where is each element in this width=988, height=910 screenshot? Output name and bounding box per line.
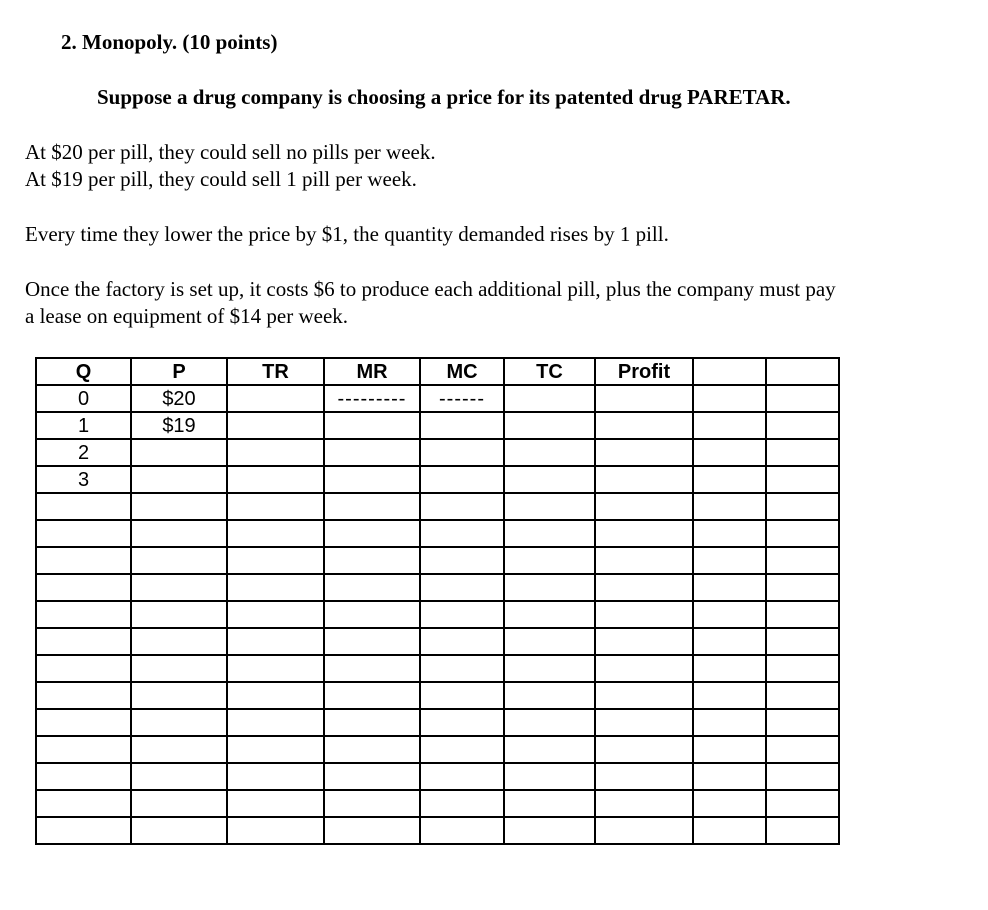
table-cell: 2	[36, 439, 131, 466]
price-quantity-paragraph	[25, 139, 436, 193]
table-cell	[595, 790, 693, 817]
paragraph-line: Every time they lower the price by $1, the quantity demanded rises by 1 pill.	[25, 222, 669, 246]
table-cell	[693, 736, 766, 763]
table-cell	[420, 817, 504, 844]
column-header: Q	[36, 358, 131, 385]
table-cell	[504, 817, 595, 844]
table-cell	[766, 628, 839, 655]
table-cell	[420, 655, 504, 682]
paragraph-line: At $20 per pill, they could sell no pills per week.	[25, 140, 436, 164]
table-cell	[595, 412, 693, 439]
table-cell	[420, 520, 504, 547]
table-cell	[595, 709, 693, 736]
table-cell	[504, 628, 595, 655]
table-cell	[595, 466, 693, 493]
table-cell	[324, 655, 420, 682]
table-cell	[324, 817, 420, 844]
table-cell	[504, 763, 595, 790]
table-cell	[36, 628, 131, 655]
table-cell	[420, 412, 504, 439]
table-cell	[766, 547, 839, 574]
table-cell	[420, 682, 504, 709]
table-cell	[693, 601, 766, 628]
table-cell	[766, 493, 839, 520]
table-cell	[504, 601, 595, 628]
table-cell	[227, 493, 324, 520]
table-cell	[595, 547, 693, 574]
table-cell	[504, 790, 595, 817]
table-cell: ------	[420, 385, 504, 412]
table-cell	[420, 601, 504, 628]
table-cell	[693, 493, 766, 520]
table-cell	[227, 655, 324, 682]
table-cell	[324, 763, 420, 790]
table-cell	[131, 817, 227, 844]
table-cell	[36, 493, 131, 520]
table-cell	[504, 520, 595, 547]
table-cell	[36, 601, 131, 628]
table-cell	[766, 439, 839, 466]
table-cell	[227, 547, 324, 574]
table-cell	[766, 682, 839, 709]
table-cell	[131, 682, 227, 709]
table-cell	[131, 439, 227, 466]
table-cell	[693, 763, 766, 790]
table-cell	[420, 709, 504, 736]
table-cell	[766, 385, 839, 412]
table-cell	[693, 466, 766, 493]
table-cell	[595, 520, 693, 547]
table-cell	[131, 790, 227, 817]
table-cell	[36, 817, 131, 844]
table-row-blank	[36, 736, 839, 763]
table-cell	[324, 493, 420, 520]
table-cell	[131, 547, 227, 574]
paragraph-line: At $19 per pill, they could sell 1 pill per week.	[25, 167, 417, 191]
table-cell	[227, 763, 324, 790]
table-cell	[766, 601, 839, 628]
table-cell	[227, 466, 324, 493]
table-cell	[131, 466, 227, 493]
table-cell	[227, 439, 324, 466]
table-cell	[227, 628, 324, 655]
table-cell	[693, 520, 766, 547]
column-header: MR	[324, 358, 420, 385]
table-row	[36, 466, 839, 493]
table-cell	[420, 574, 504, 601]
table-cell	[36, 520, 131, 547]
table-cell	[504, 466, 595, 493]
table-cell	[36, 547, 131, 574]
table-row-blank	[36, 574, 839, 601]
table-cell	[504, 493, 595, 520]
monopoly-table	[35, 357, 840, 845]
table-cell	[324, 412, 420, 439]
column-header: Profit	[595, 358, 693, 385]
table-cell	[36, 790, 131, 817]
paragraph-line: a lease on equipment of $14 per week.	[25, 304, 349, 328]
table-row	[36, 439, 839, 466]
table-cell	[595, 574, 693, 601]
table-cell	[595, 655, 693, 682]
table-cell	[504, 736, 595, 763]
table-cell	[693, 412, 766, 439]
table-cell	[693, 574, 766, 601]
table-cell	[227, 817, 324, 844]
table-row-blank	[36, 655, 839, 682]
table-cell	[420, 439, 504, 466]
table-row-blank	[36, 547, 839, 574]
table-cell	[595, 628, 693, 655]
table-cell	[693, 682, 766, 709]
table-cell	[595, 682, 693, 709]
table-cell	[595, 817, 693, 844]
table-cell	[227, 520, 324, 547]
table-cell	[693, 439, 766, 466]
question-intro: Suppose a drug company is choosing a price for its patented drug PARETAR.	[97, 85, 791, 109]
table-cell	[227, 601, 324, 628]
table-cell	[420, 466, 504, 493]
table-cell	[420, 763, 504, 790]
table-cell	[131, 628, 227, 655]
table-cell	[766, 817, 839, 844]
table-cell	[504, 547, 595, 574]
table-cell	[504, 655, 595, 682]
table-cell	[504, 574, 595, 601]
table-row-blank	[36, 763, 839, 790]
table-row-blank	[36, 601, 839, 628]
table-cell	[324, 601, 420, 628]
table-row-blank	[36, 520, 839, 547]
table-cell	[36, 736, 131, 763]
table-cell: $19	[131, 412, 227, 439]
table-cell	[420, 790, 504, 817]
table-cell	[693, 655, 766, 682]
table-cell	[324, 682, 420, 709]
table-cell: 0	[36, 385, 131, 412]
table-cell	[693, 709, 766, 736]
table-row-blank	[36, 628, 839, 655]
table-cell	[766, 736, 839, 763]
column-header: TR	[227, 358, 324, 385]
table-cell	[420, 736, 504, 763]
table-cell	[36, 574, 131, 601]
table-cell	[131, 601, 227, 628]
table-cell	[131, 736, 227, 763]
table-cell	[227, 385, 324, 412]
column-header: MC	[420, 358, 504, 385]
table-row	[36, 385, 839, 412]
table-cell	[324, 790, 420, 817]
table-cell	[36, 682, 131, 709]
table-cell	[504, 682, 595, 709]
table-cell	[131, 493, 227, 520]
column-header: P	[131, 358, 227, 385]
table-cell: 3	[36, 466, 131, 493]
table-cell	[595, 601, 693, 628]
table-cell	[324, 709, 420, 736]
table-cell	[504, 709, 595, 736]
table-cell	[227, 682, 324, 709]
table-cell	[420, 547, 504, 574]
table-cell	[766, 574, 839, 601]
table-cell	[693, 385, 766, 412]
table-cell	[693, 547, 766, 574]
column-header	[766, 358, 839, 385]
table-cell	[131, 709, 227, 736]
table-cell	[766, 709, 839, 736]
table-cell	[766, 763, 839, 790]
table-cell	[324, 574, 420, 601]
table-cell	[595, 493, 693, 520]
table-cell	[131, 574, 227, 601]
table-cell	[595, 439, 693, 466]
table-row-blank	[36, 709, 839, 736]
table-cell	[693, 817, 766, 844]
table-cell	[595, 385, 693, 412]
table-row-blank	[36, 817, 839, 844]
table-cell	[131, 763, 227, 790]
table-cell	[324, 547, 420, 574]
table-cell	[693, 628, 766, 655]
table-cell	[131, 655, 227, 682]
table-cell: 1	[36, 412, 131, 439]
table-row	[36, 412, 839, 439]
table-cell	[36, 655, 131, 682]
table-cell	[595, 763, 693, 790]
table-cell	[766, 790, 839, 817]
table-cell	[36, 709, 131, 736]
table-cell	[227, 790, 324, 817]
table-cell	[766, 466, 839, 493]
table-cell	[504, 439, 595, 466]
table-cell	[324, 439, 420, 466]
table-cell	[227, 412, 324, 439]
table-cell	[227, 736, 324, 763]
table-cell	[324, 736, 420, 763]
table-cell	[595, 736, 693, 763]
table-row-blank	[36, 493, 839, 520]
table-cell	[504, 385, 595, 412]
cost-paragraph	[25, 276, 836, 330]
table-cell	[693, 790, 766, 817]
table-header-row	[36, 358, 839, 385]
table-cell	[227, 574, 324, 601]
column-header: TC	[504, 358, 595, 385]
table-row-blank	[36, 790, 839, 817]
table-cell	[324, 628, 420, 655]
table-cell: ---------	[324, 385, 420, 412]
question-heading: 2. Monopoly. (10 points)	[61, 30, 278, 54]
demand-rule-paragraph	[25, 221, 669, 248]
table-cell	[36, 763, 131, 790]
table-cell	[420, 493, 504, 520]
column-header	[693, 358, 766, 385]
table-cell	[766, 520, 839, 547]
table-cell	[324, 520, 420, 547]
paragraph-line: Once the factory is set up, it costs $6 to produce each additional pill, plus the company must pay	[25, 277, 836, 301]
table-row-blank	[36, 682, 839, 709]
table-cell	[324, 466, 420, 493]
table-cell	[227, 709, 324, 736]
table-cell: $20	[131, 385, 227, 412]
table-cell	[504, 412, 595, 439]
table-cell	[766, 655, 839, 682]
table-cell	[766, 412, 839, 439]
table-cell	[131, 520, 227, 547]
table-cell	[420, 628, 504, 655]
